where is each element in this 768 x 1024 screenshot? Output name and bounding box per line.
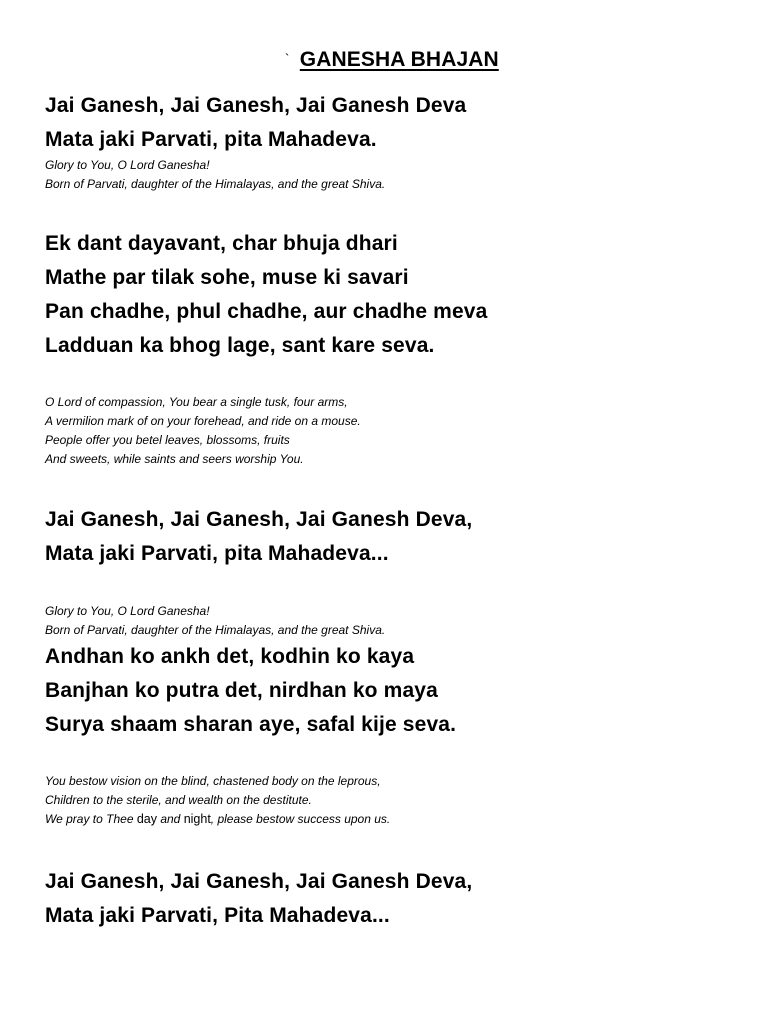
translation-line: And sweets, while saints and seers worship You. (45, 452, 304, 466)
chorus-2-lyrics (45, 503, 472, 571)
translation-line: Glory to You, O Lord Ganesha! (45, 604, 210, 618)
verse-2-lyrics (45, 227, 487, 363)
translation-fragment-upright: day (136, 812, 157, 826)
translation-fragment: and (156, 812, 184, 826)
verse-2-translation (45, 393, 361, 469)
lyric-line: Mathe par tilak sohe, muse ki savari (45, 266, 409, 289)
translation-line: Glory to You, O Lord Ganesha! (45, 158, 210, 172)
chorus-3-lyrics (45, 865, 472, 933)
lyric-line: Andhan ko ankh det, kodhin ko kaya (45, 645, 415, 668)
lyric-line: Pan chadhe, phul chadhe, aur chadhe meva (45, 300, 488, 323)
translation-fragment: We pray to Thee (45, 812, 137, 826)
translation-fragment-upright: night (183, 812, 211, 826)
lyric-line: Ek dant dayavant, char bhuja dhari (45, 232, 398, 255)
title-mark: ` (285, 51, 290, 66)
page-title: GANESHA BHAJAN (299, 48, 499, 71)
lyric-line: Mata jaki Parvati, pita Mahadeva... (45, 542, 389, 565)
chorus-2-translation (45, 602, 385, 640)
translation-line: O Lord of compassion, You bear a single tusk, four arms, (45, 395, 348, 409)
verse-3-translation (45, 772, 390, 829)
lyric-line: Jai Ganesh, Jai Ganesh, Jai Ganesh Deva (45, 94, 467, 117)
lyric-line: Surya shaam sharan aye, safal kije seva. (45, 713, 457, 736)
verse-3-lyrics (45, 640, 456, 742)
translation-line: Born of Parvati, daughter of the Himalayas, and the great Shiva. (45, 623, 386, 637)
translation-line: Born of Parvati, daughter of the Himalayas, and the great Shiva. (45, 177, 386, 191)
translation-line: Children to the sterile, and wealth on the destitute. (45, 793, 312, 807)
title-line (285, 48, 499, 72)
translation-line: People offer you betel leaves, blossoms, fruits (45, 433, 290, 447)
translation-line: A vermilion mark of on your forehead, and ride on a mouse. (45, 414, 361, 428)
verse-1-translation (45, 156, 385, 194)
translation-line: You bestow vision on the blind, chastened body on the leprous, (45, 774, 381, 788)
translation-fragment: , please bestow success upon us. (210, 812, 391, 826)
lyric-line: Banjhan ko putra det, nirdhan ko maya (45, 679, 438, 702)
lyric-line: Mata jaki Parvati, pita Mahadeva. (45, 128, 377, 151)
translation-line-mixed (45, 810, 390, 829)
lyric-line: Jai Ganesh, Jai Ganesh, Jai Ganesh Deva, (45, 508, 473, 531)
lyric-line: Mata jaki Parvati, Pita Mahadeva... (45, 904, 390, 927)
lyric-line: Jai Ganesh, Jai Ganesh, Jai Ganesh Deva, (45, 870, 473, 893)
verse-1-lyrics (45, 89, 466, 157)
lyric-line: Ladduan ka bhog lage, sant kare seva. (45, 334, 435, 357)
